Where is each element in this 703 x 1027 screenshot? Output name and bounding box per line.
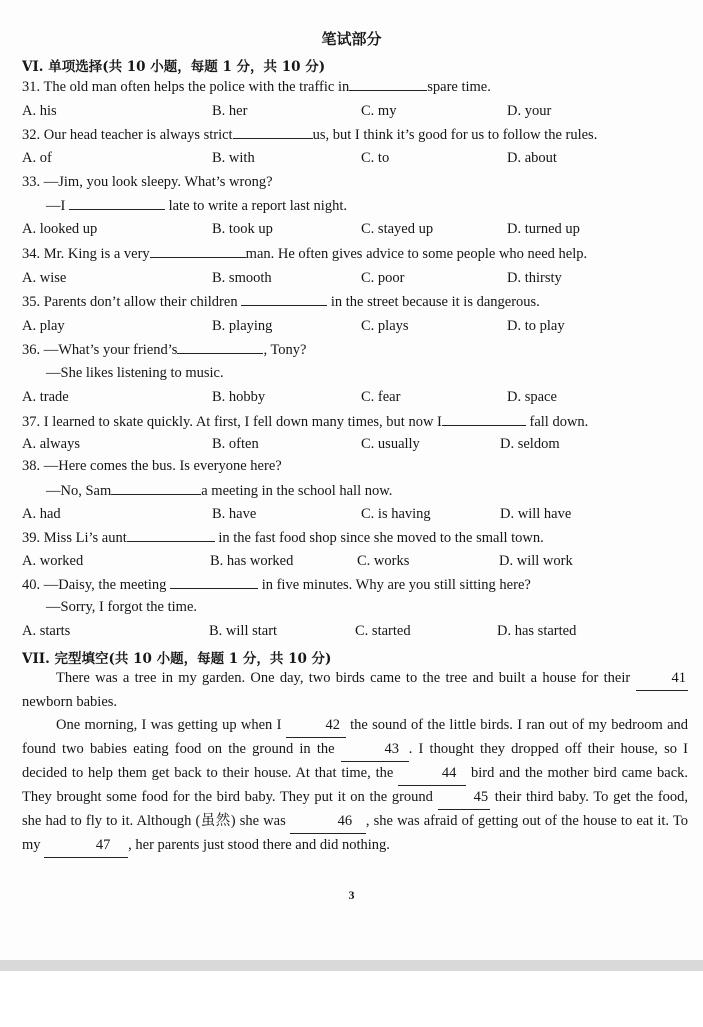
option-d[interactable]: D. your bbox=[507, 103, 552, 119]
answer-blank[interactable] bbox=[170, 576, 258, 589]
answer-blank[interactable] bbox=[233, 126, 313, 139]
option-d[interactable]: D. will work bbox=[499, 553, 573, 569]
option-c[interactable]: C. plays bbox=[361, 318, 409, 334]
question-36-reply: —She likes listening to music. bbox=[46, 365, 224, 381]
answer-blank[interactable] bbox=[241, 293, 327, 306]
option-b[interactable]: B. playing bbox=[212, 318, 273, 334]
answer-blank[interactable] bbox=[150, 245, 246, 258]
option-d[interactable]: D. thirsty bbox=[507, 270, 562, 286]
question-39: 39. Miss Li’s aunt in the fast food shop since she moved to the small town. bbox=[22, 530, 544, 546]
answer-blank[interactable] bbox=[177, 341, 263, 354]
cloze-paragraph-2: One morning, I was getting up when I 42 the sound of the little birds. I ran out of my bedroom and found two babies eating food on the ground in the 43 . I thought they dropped off their house, so I decided to help them get back to their house. At that time, the 44 bird and the mother bird came back. They brought some food for the bird baby. They put it on the ground 45 their third baby. To get the food, she had to fly to it. Although (虽然) she was 46 , she was afraid of getting out of the house to eat it. To my 47 , her parents just stood there and did nothing. bbox=[22, 714, 688, 858]
question-33-reply: —I late to write a report last night. bbox=[46, 198, 347, 214]
option-c[interactable]: C. my bbox=[361, 103, 397, 119]
option-b[interactable]: B. took up bbox=[212, 221, 273, 237]
option-c[interactable]: C. stayed up bbox=[361, 221, 434, 237]
option-a[interactable]: A. his bbox=[22, 103, 57, 119]
option-d[interactable]: D. has started bbox=[497, 623, 577, 639]
blank-43[interactable]: 43 bbox=[341, 738, 409, 762]
option-b[interactable]: B. have bbox=[212, 506, 257, 522]
option-a[interactable]: A. had bbox=[22, 506, 61, 522]
blank-46[interactable]: 46 bbox=[290, 810, 366, 834]
option-d[interactable]: D. will have bbox=[500, 506, 572, 522]
page-title: 笔试部分 bbox=[321, 30, 382, 48]
option-a[interactable]: A. always bbox=[22, 436, 80, 452]
blank-45[interactable]: 45 bbox=[438, 786, 491, 810]
option-d[interactable]: D. to play bbox=[507, 318, 565, 334]
option-a[interactable]: A. starts bbox=[22, 623, 71, 639]
question-37: 37. I learned to skate quickly. At first, I fell down many times, but now I fall down. bbox=[22, 414, 589, 430]
option-c[interactable]: C. started bbox=[355, 623, 411, 639]
cloze-paragraph-1: There was a tree in my garden. One day, two birds came to the tree and built a house for their 41 newborn babies. bbox=[22, 667, 688, 714]
page-number: 3 bbox=[348, 888, 355, 902]
option-b[interactable]: B. hobby bbox=[212, 389, 266, 405]
blank-41[interactable]: 41 bbox=[636, 667, 689, 691]
option-d[interactable]: D. turned up bbox=[507, 221, 580, 237]
option-c[interactable]: C. works bbox=[357, 553, 410, 569]
blank-margin bbox=[0, 971, 703, 1027]
answer-blank[interactable] bbox=[349, 78, 427, 91]
section-7-heading: VII. 完型填空(共 10 小题，每题 1 分，共 10 分) bbox=[22, 651, 332, 667]
question-40: 40. —Daisy, the meeting in five minutes. Why are you still sitting here? bbox=[22, 577, 531, 593]
blank-42[interactable]: 42 bbox=[286, 714, 346, 738]
option-b[interactable]: B. will start bbox=[209, 623, 278, 639]
question-33: 33. —Jim, you look sleepy. What’s wrong? bbox=[22, 174, 273, 190]
option-d[interactable]: D. seldom bbox=[500, 436, 560, 452]
question-35: 35. Parents don’t allow their children in the street because it is dangerous. bbox=[22, 294, 540, 310]
blank-47[interactable]: 47 bbox=[44, 834, 128, 858]
option-c[interactable]: C. is having bbox=[361, 506, 431, 522]
scan-divider bbox=[0, 960, 703, 971]
answer-blank[interactable] bbox=[111, 482, 201, 495]
question-32: 32. Our head teacher is always strict us, but I think it’s good for us to follow the rules. bbox=[22, 127, 598, 143]
option-d[interactable]: D. about bbox=[507, 150, 557, 166]
section-6-heading: VI. 单项选择(共 10 小题，每题 1 分，共 10 分) bbox=[22, 59, 326, 75]
option-c[interactable]: C. poor bbox=[361, 270, 405, 286]
option-d[interactable]: D. space bbox=[507, 389, 557, 405]
blank-44[interactable]: 44 bbox=[398, 762, 466, 786]
question-31: 31. The old man often helps the police with the traffic in spare time. bbox=[22, 79, 491, 95]
option-a[interactable]: A. looked up bbox=[22, 221, 98, 237]
option-b[interactable]: B. with bbox=[212, 150, 255, 166]
answer-blank[interactable] bbox=[442, 413, 526, 426]
option-a[interactable]: A. worked bbox=[22, 553, 84, 569]
option-a[interactable]: A. of bbox=[22, 150, 52, 166]
answer-blank[interactable] bbox=[69, 197, 165, 210]
option-c[interactable]: C. to bbox=[361, 150, 390, 166]
answer-blank[interactable] bbox=[127, 529, 215, 542]
cloze-passage bbox=[22, 667, 688, 858]
question-38: 38. —Here comes the bus. Is everyone here? bbox=[22, 458, 282, 474]
option-b[interactable]: B. often bbox=[212, 436, 259, 452]
option-b[interactable]: B. has worked bbox=[210, 553, 294, 569]
option-c[interactable]: C. fear bbox=[361, 389, 401, 405]
option-c[interactable]: C. usually bbox=[361, 436, 420, 452]
option-a[interactable]: A. trade bbox=[22, 389, 69, 405]
question-36: 36. —What’s your friend’s , Tony? bbox=[22, 342, 307, 358]
question-38-reply: —No, Sam a meeting in the school hall now. bbox=[46, 483, 393, 499]
question-40-reply: —Sorry, I forgot the time. bbox=[46, 599, 198, 615]
option-a[interactable]: A. wise bbox=[22, 270, 67, 286]
option-a[interactable]: A. play bbox=[22, 318, 65, 334]
option-b[interactable]: B. smooth bbox=[212, 270, 272, 286]
option-b[interactable]: B. her bbox=[212, 103, 248, 119]
question-34: 34. Mr. King is a very man. He often gives advice to some people who need help. bbox=[22, 246, 588, 262]
